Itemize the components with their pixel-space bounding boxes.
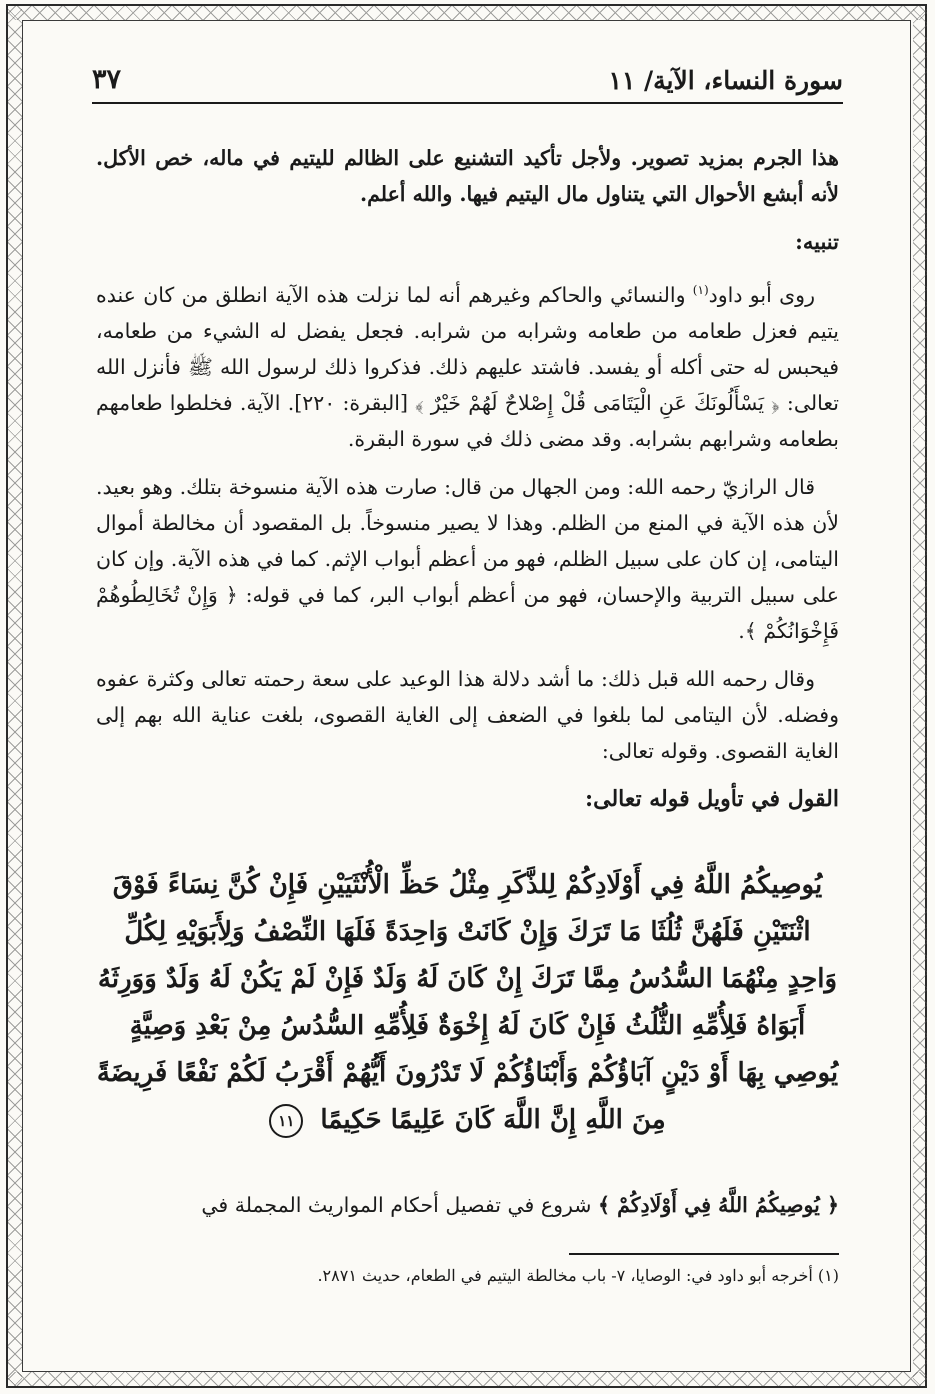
running-title: سورة النساء، الآية/ ١١ xyxy=(608,66,843,95)
footnote-separator xyxy=(569,1253,839,1255)
commentary-text: شروع في تفصيل أحكام المواريث المجملة في xyxy=(201,1193,598,1217)
heading-tanbih: تنبيه: xyxy=(795,229,839,254)
verse-number-marker: ١١ xyxy=(269,1104,303,1138)
ornamental-border-right xyxy=(913,8,927,1386)
footnote-1: (١) أخرجه أبو داود في: الوصايا، ٧- باب مخالطة اليتيم في الطعام، حديث ٢٨٧١. xyxy=(317,1266,839,1285)
page-header xyxy=(92,62,843,104)
body-text xyxy=(96,140,839,829)
paragraph-1: هذا الجرم بمزيد تصوير. ولأجل تأكيد التشنيع على الظالم لليتيم في ماله، خص الأكل. لأنه أبشع الأحوال التي يتناول مال اليتيم فيها. والله أعلم. xyxy=(96,146,839,206)
quran-verse-block xyxy=(96,862,839,1144)
page-number: ٣٧ xyxy=(92,64,122,95)
paragraph-4: وقال رحمه الله قبل ذلك: ما أشد دلالة هذا الوعيد على سعة رحمته تعالى وكثرة عفوه وفضله. لأن اليتامى لما بلغوا في الضعف إلى الغاية القصوى، بلغت عناية الله بهم إلى الغاية القصوى. وقوله تعالى: xyxy=(96,666,839,763)
paragraph-2-start: روى أبو داود xyxy=(708,282,815,307)
paragraph-2-rest: والنسائي والحاكم وغيرهم أنه لما نزلت هذه الآية انطلق من كان عنده يتيم فعزل طعامه من طعامه وشرابه من شرابه. فجعل يفضل له الشيء من طعامه، فيحبس له حتى أكله أو يفسد. فاشتد عليهم ذلك. فذكروا ذلك لرسول الله ﷺ فأنزل الله تعالى: ﴿ يَسْأَلُونَكَ عَنِ الْيَتَامَى قُلْ إِصْلاحٌ لَهُمْ خَيْرٌ ﴾ [البقرة: ٢٢٠]. الآية. فخلطوا طعامهم بطعامه وشرابهم بشرابه. وقد مضى ذلك في سورة البقرة. xyxy=(96,282,839,451)
paragraph-2 xyxy=(96,272,839,457)
ornamental-border-top xyxy=(8,6,927,20)
paragraph-3: قال الرازيّ رحمه الله: ومن الجهال من قال: صارت هذه الآية منسوخة بتلك. وهو بعيد. لأن هذه الآية في المنع من الظلم. وهذا لا يصير منسوخاً. بل المقصود أن مخالطة أموال اليتامى، إن كان على سبيل الظلم، فهو من أعظم أبواب الإثم. كما في هذه الآية. وإن كان على سبيل التربية والإحسان، فهو من أعظم أبواب البر، كما في قوله: ﴿ وَإِنْ تُخَالِطُوهُمْ فَإِخْوَانُكُمْ ﴾. xyxy=(96,474,839,643)
ornamental-border-bottom xyxy=(8,1372,927,1386)
ornamental-border-left xyxy=(8,8,22,1386)
heading-qawl: القول في تأويل قوله تعالى: xyxy=(585,785,839,812)
commentary-continuation xyxy=(96,1188,839,1222)
quran-verse-text: يُوصِيكُمُ اللَّهُ فِي أَوْلَادِكُمْ لِلذَّكَرِ مِثْلُ حَظِّ الْأُنْثَيَيْنِ فَإِنْ كُنَّ نِسَاءً فَوْقَ اثْنَتَيْنِ فَلَهُنَّ ثُلُثَا مَا تَرَكَ وَإِنْ كَانَتْ وَاحِدَةً فَلَهَا النِّصْفُ وَلِأَبَوَيْهِ لِكُلِّ وَاحِدٍ مِنْهُمَا السُّدُسُ مِمَّا تَرَكَ إِنْ كَانَ لَهُ وَلَدٌ فَإِنْ لَمْ يَكُنْ لَهُ وَلَدٌ وَوَرِثَهُ أَبَوَاهُ فَلِأُمِّهِ الثُّلُثُ فَإِنْ كَانَ لَهُ إِخْوَةٌ فَلِأُمِّهِ السُّدُسُ مِنْ بَعْدِ وَصِيَّةٍ يُوصِي بِهَا أَوْ دَيْنٍ آبَاؤُكُمْ وَأَبْنَاؤُكُمْ لَا تَدْرُونَ أَيُّهُمْ أَقْرَبُ لَكُمْ نَفْعًا فَرِيضَةً مِنَ اللَّهِ إِنَّ اللَّهَ كَانَ عَلِيمًا حَكِيمًا xyxy=(96,870,839,1135)
footnote-ref[interactable]: (١) xyxy=(692,283,709,297)
verse-quote: ﴿ يُوصِيكُمُ اللَّهُ فِي أَوْلَادِكُمْ ﴾ xyxy=(598,1193,839,1217)
